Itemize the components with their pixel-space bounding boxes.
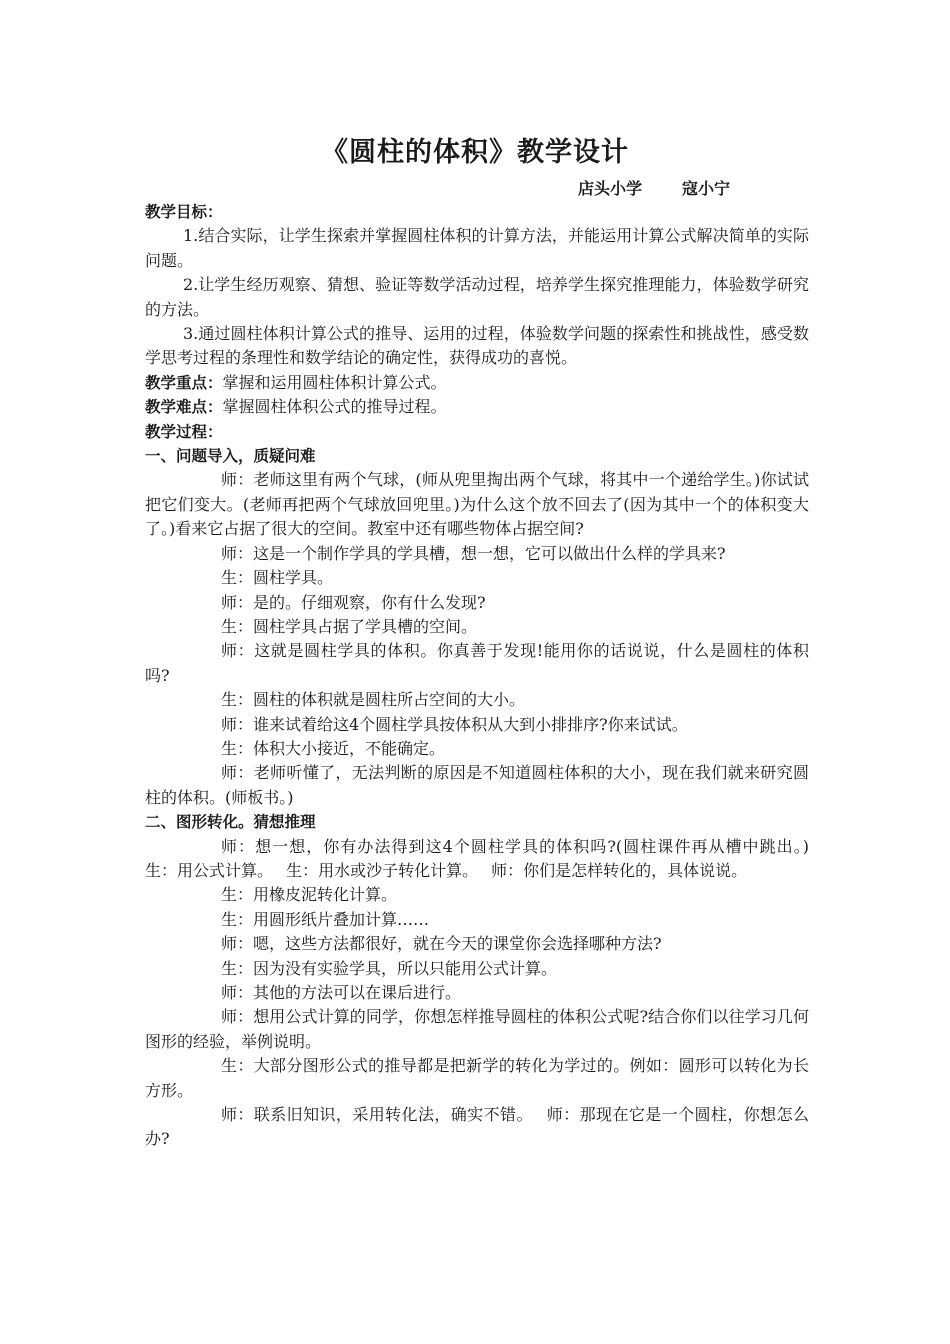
key-point-label: 教学重点：: [145, 373, 223, 392]
dialogue-paragraph: 师：是的。仔细观察，你有什么发现?: [221, 592, 486, 612]
dialogue-paragraph: 师：谁来试着给这4个圆柱学具按体积从大到小排排序?你来试试。: [221, 714, 688, 734]
dialogue-paragraph: 生：体积大小接近，不能确定。: [221, 738, 446, 758]
dialogue-paragraph: 师：联系旧知识，采用转化法，确实不错。 师：那现在它是一个圆柱，你想怎么办?: [145, 1105, 809, 1149]
dialogue-paragraph: 师：这就是圆柱学具的体积。你真善于发现!能用你的话说说，什么是圆柱的体积吗?: [145, 641, 809, 685]
difficulty-text: 掌握圆柱体积公式的推导过程。: [222, 397, 447, 417]
dialogue-paragraph: 师：老师听懂了，无法判断的原因是不知道圆柱体积的大小，现在我们就来研究圆柱的体积。(师板书。): [145, 763, 809, 807]
key-point: [145, 371, 809, 395]
difficulty-label: 教学难点：: [145, 398, 223, 417]
school-name: 店头小学: [578, 179, 643, 198]
dialogue-paragraph: 师：想用公式计算的同学，你想怎样推导圆柱的体积公式呢?结合你们以往学习几何图形的经验，举例说明。: [145, 1007, 809, 1051]
dialogue-paragraph: 师：老师这里有两个气球，(师从兜里掏出两个气球，将其中一个递给学生。)你试试把它们变大。(老师再把两个气球放回兜里。)为什么这个放不回去了(因为其中一个的体积变大了。)看来它占据了很大的空间。教室中还有哪些物体占据空间?: [145, 470, 809, 539]
dialogue-paragraph: 生：用橡皮泥转化计算。: [221, 885, 398, 905]
dialogue-paragraph: 生：大部分图形公式的推导都是把新学的转化为学过的。例如：圆形可以转化为长方形。: [145, 1056, 809, 1100]
dialogue-paragraph: 生：圆柱学具占据了学具槽的空间。: [221, 616, 478, 636]
key-point-text: 掌握和运用圆柱体积计算公式。: [222, 372, 447, 392]
dialogue-paragraph: 师：这是一个制作学具的学具槽，想一想，它可以做出什么样的学具来?: [221, 543, 726, 563]
byline: [578, 176, 730, 199]
goals-heading: 教学目标：: [145, 203, 223, 221]
document-body: [145, 200, 831, 1152]
dialogue-paragraph: 师：想一想，你有办法得到这4个圆柱学具的体积吗?(圆柱课件再从槽中跳出。) 生：用公式计算。 生：用水或沙子转化计算。 师：你们是怎样转化的，具体说说。: [145, 836, 831, 880]
document-title: 《圆柱的体积》教学设计: [321, 137, 629, 168]
dialogue-paragraph: 生：用圆形纸片叠加计算……: [221, 909, 430, 929]
author-name: 寇小宁: [682, 179, 731, 198]
dialogue-paragraph: 师：嗯，这些方法都很好，就在今天的课堂你会选择哪种方法?: [221, 934, 662, 954]
dialogue-paragraph: 师：其他的方法可以在课后进行。: [221, 983, 462, 1002]
difficulty: [145, 395, 809, 419]
process-heading: 教学过程：: [145, 422, 223, 441]
goal-item: 2.让学生经历观察、猜想、验证等数学活动过程，培养学生探究推理能力，体验数学研究的方法。: [145, 275, 809, 319]
section2-heading: 二、图形转化。猜想推理: [145, 813, 316, 832]
goal-item: 3.通过圆柱体积计算公式的推导、运用的过程，体验数学问题的探索性和挑战性，感受数学思考过程的条理性和数学结论的确定性，获得成功的喜悦。: [145, 324, 809, 368]
dialogue-paragraph: 生：因为没有实验学具，所以只能用公式计算。: [221, 958, 558, 978]
dialogue-paragraph: 生：圆柱的体积就是圆柱所占空间的大小。: [221, 690, 526, 710]
goal-item: 1.结合实际，让学生探索并掌握圆柱体积的计算方法，并能运用计算公式解决简单的实际问题。: [145, 226, 809, 270]
dialogue-paragraph: 生：圆柱学具。: [221, 568, 334, 588]
section1-heading: 一、问题导入，质疑问难: [145, 447, 316, 466]
